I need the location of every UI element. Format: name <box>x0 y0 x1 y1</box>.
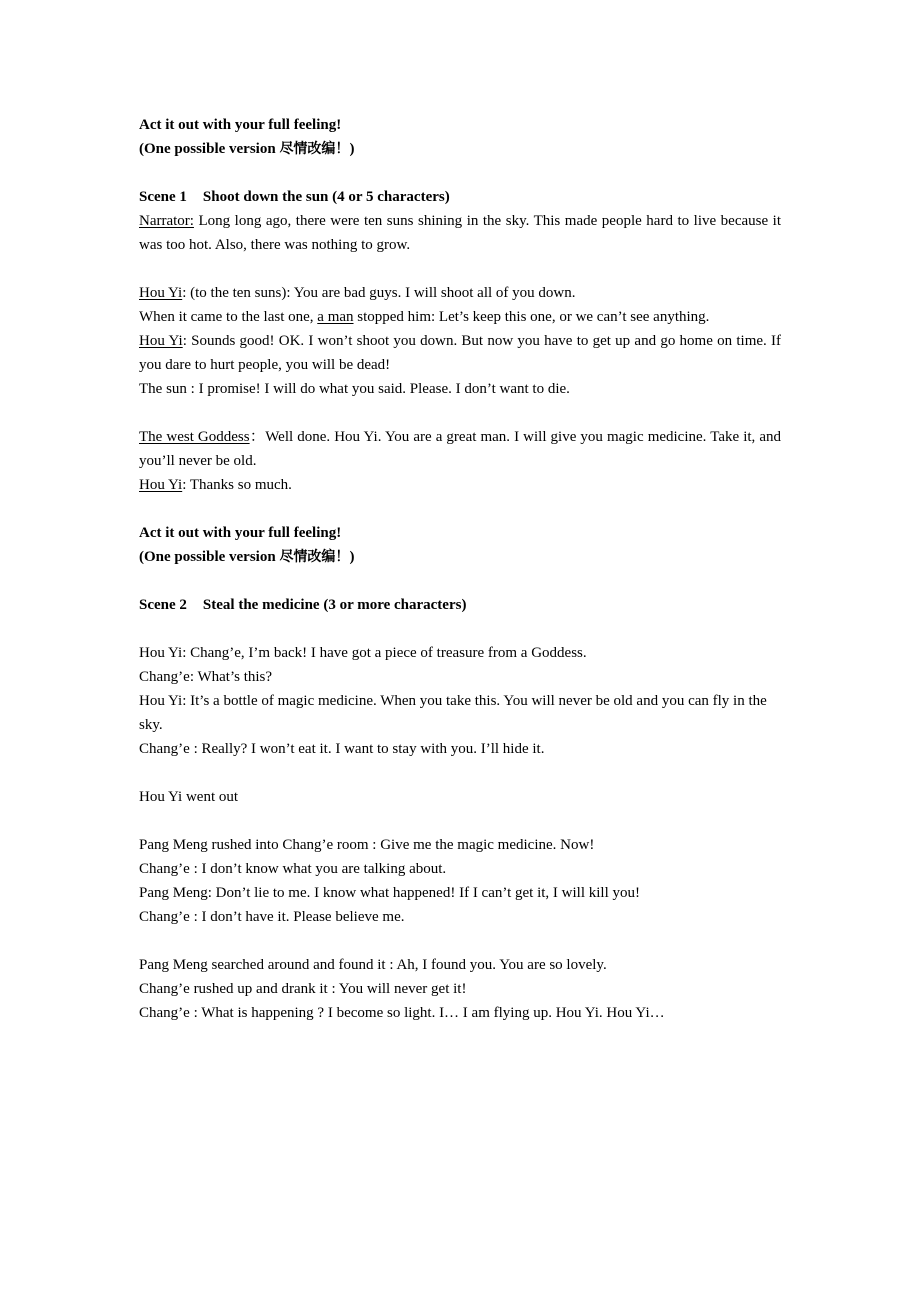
houyi-line-3 <box>139 473 781 497</box>
narrator-label: Narrator: <box>139 213 194 229</box>
narrator-text: Long long ago, there were ten suns shining in the sky. This made people hard to live because it was too hot. Also, there was nothing to grow. <box>139 213 781 253</box>
scene-2-number: Scene 2 <box>139 597 187 613</box>
dialogue-line: Pang Meng rushed into Chang’e room : Give me the magic medicine. Now! <box>139 837 595 853</box>
dialogue-line: Chang’e : What is happening ? I become so light. I… I am flying up. Hou Yi. Hou Yi… <box>139 1005 665 1021</box>
man-line <box>139 305 781 329</box>
heading-act-it-out-2: Act it out with your full feeling! <box>139 525 342 541</box>
goddess-label: The west Goddess <box>139 429 250 445</box>
dialogue-line: Chang’e: What’s this? <box>139 669 273 685</box>
scene-1-heading <box>139 185 781 209</box>
man-label: a man <box>317 309 354 325</box>
dialogue-line: Pang Meng: Don’t lie to me. I know what happened! If I can’t get it, I will kill you! <box>139 885 641 901</box>
houyi-text-2: : Sounds good! OK. I won’t shoot you down. But now you have to get up and go home on time. If you dare to hurt people, you will be dead! <box>139 333 782 373</box>
scene-2-title: Steal the medicine (3 or more characters) <box>202 597 467 613</box>
dialogue-line: Chang’e : I don’t have it. Please believe me. <box>139 909 405 925</box>
dialogue-line: Chang’e : I don’t know what you are talking about. <box>139 861 447 877</box>
dialogue-line: Chang’e rushed up and drank it : You will never get it! <box>139 981 467 997</box>
stage-direction: Hou Yi went out <box>139 789 239 805</box>
narrator-paragraph <box>139 209 781 257</box>
goddess-paragraph <box>139 425 781 473</box>
dialogue-line: Hou Yi: Chang’e, I’m back! I have got a piece of treasure from a Goddess. <box>139 645 587 661</box>
version-prefix: (One possible version <box>139 549 280 565</box>
man-post: stopped him: Let’s keep this one, or we can’t see anything. <box>353 309 710 325</box>
version-suffix: ) <box>349 141 355 157</box>
dialogue-line: Hou Yi: It’s a bottle of magic medicine. When you take this. You will never be old and you can fly in the sky. <box>139 693 767 733</box>
scene-1-title: Shoot down the sun (4 or 5 characters) <box>202 189 450 205</box>
version-note <box>139 137 781 161</box>
scene-2-heading <box>139 593 781 617</box>
scene-1-number: Scene 1 <box>139 189 187 205</box>
sun-line: The sun : I promise! I will do what you said. Please. I don’t want to die. <box>139 381 570 397</box>
houyi-line-1 <box>139 281 781 305</box>
houyi-label: Hou Yi <box>139 477 183 493</box>
dialogue-line: Chang’e : Really? I won’t eat it. I want to stay with you. I’ll hide it. <box>139 741 545 757</box>
houyi-label: Hou Yi <box>139 285 183 301</box>
houyi-line-2 <box>139 329 781 377</box>
version-note-2 <box>139 545 781 569</box>
houyi-label: Hou Yi <box>139 333 183 349</box>
version-suffix: ) <box>349 549 355 565</box>
version-prefix: (One possible version <box>139 141 280 157</box>
houyi-text-1: : (to the ten suns): You are bad guys. I will shoot all of you down. <box>182 285 576 301</box>
version-cjk: 尽情改编！ <box>279 549 350 565</box>
document-page <box>139 113 781 1025</box>
houyi-text-3: : Thanks so much. <box>182 477 292 493</box>
dialogue-line: Pang Meng searched around and found it : Ah, I found you. You are so lovely. <box>139 957 607 973</box>
version-cjk: 尽情改编！ <box>279 141 350 157</box>
heading-act-it-out: Act it out with your full feeling! <box>139 117 342 133</box>
man-pre: When it came to the last one, <box>139 309 318 325</box>
goddess-text: ：Well done. Hou Yi. You are a great man. I will give you magic medicine. Take it, and you’ll never be old. <box>139 429 781 469</box>
